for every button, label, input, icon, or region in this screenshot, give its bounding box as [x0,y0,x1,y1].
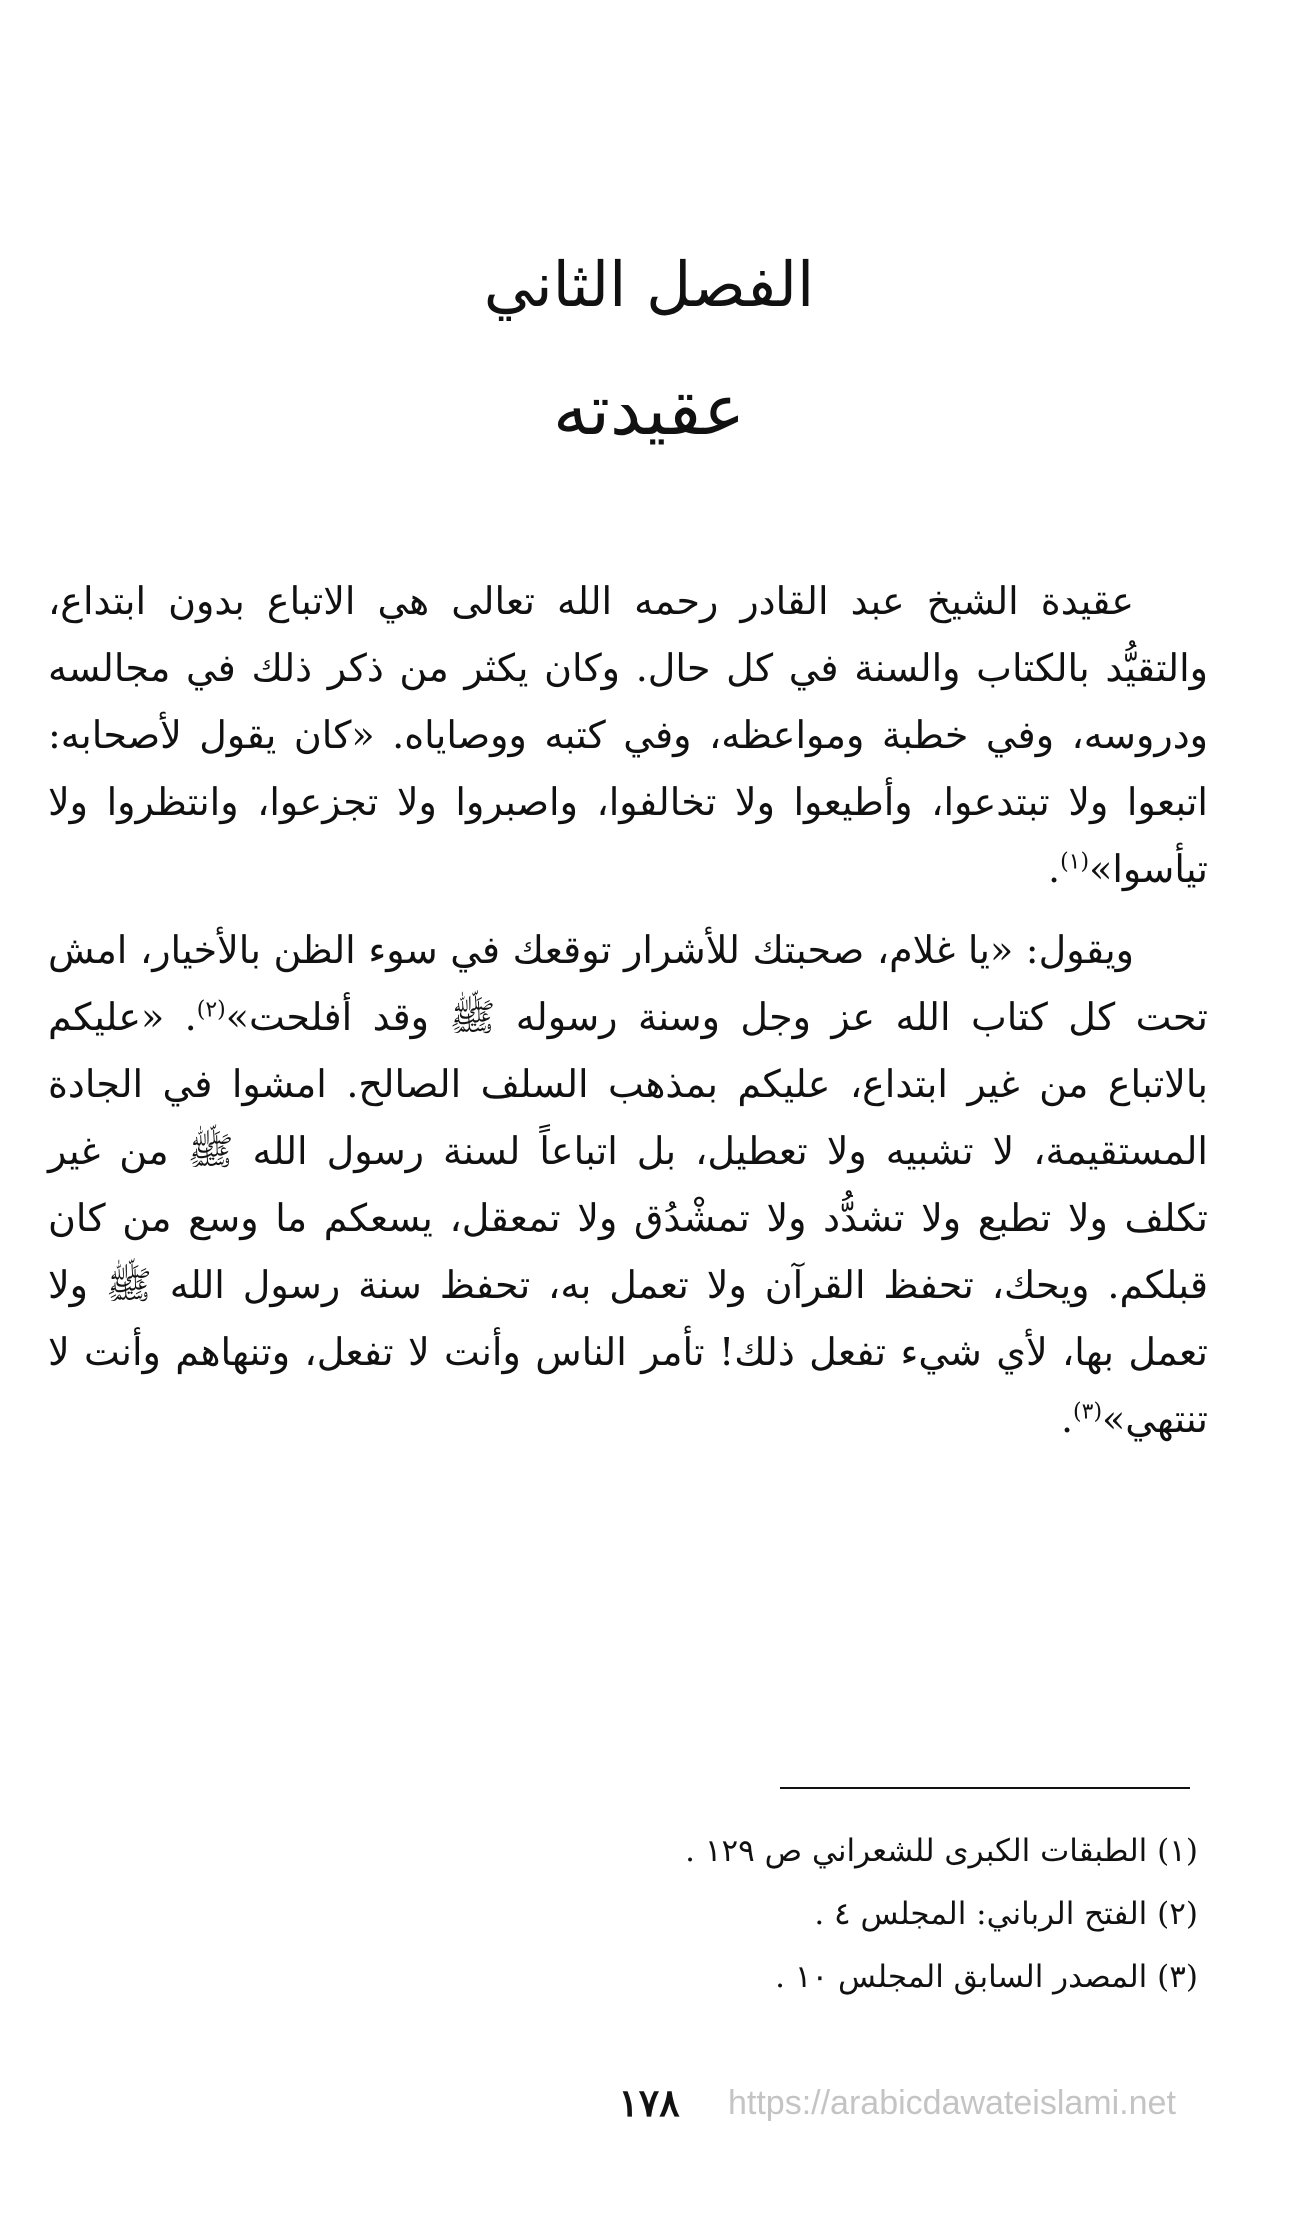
footnote-divider [780,1787,1190,1789]
watermark-url: https://arabicdawateislami.net [728,2084,1176,2122]
footnote-ref-2: (٢) [196,997,226,1023]
paragraph-1-text: عقيدة الشيخ عبد القادر رحمه الله تعالى هي الاتباع بدون ابتداع، والتقيُّد بالكتاب والسنة في كل حال. وكان يكثر من ذكر ذلك في مجالسه ودروسه، وفي خطبة ومواعظه، وفي كتبه ووصاياه. «كان يقول لأصحابه: اتبعوا ولا تبتدعوا، وأطيعوا ولا تخالفوا، واصبروا ولا تجزعوا، وانتظروا ولا تيأسوا» [48,579,1208,891]
body-text [48,568,1208,1453]
footnote-ref-1: (١) [1060,849,1090,875]
paragraph-2-end: . [1060,1397,1074,1441]
footnote-ref-3: (٣) [1073,1399,1103,1425]
paragraph-2 [48,917,1208,1453]
page-number: ١٧٨ [618,2080,680,2125]
footnotes [298,1820,1198,2009]
paragraph-2-text: ويقول: «يا غلام، صحبتك للأشرار توقعك في سوء الظن بالأخيار، امش تحت كل كتاب الله عز وجل وسنة رسوله ﷺ وقد أفلحت» [48,928,1209,1039]
paragraph-1 [48,568,1208,903]
paragraph-2-middle: . «عليكم بالاتباع من غير ابتداع، عليكم بمذهب السلف الصالح. امشوا في الجادة المستقيمة، لا تشبيه ولا تعطيل، بل اتباعاً لسنة رسول الله ﷺ من غير تكلف ولا تطبع ولا تشدُّد ولا تمشْدُق ولا تمعقل، يسعكم ما وسع من كان قبلكم. ويحك، تحفظ القرآن ولا تعمل به، تحفظ سنة رسول الله ﷺ ولا تعمل بها، لأي شيء تفعل ذلك! تأمر الناس وأنت لا تفعل، وتنهاهم وأنت لا تنتهي» [48,995,1208,1441]
footnote-2: (٢) الفتح الرباني: المجلس ٤ . [814,1896,1198,1932]
paragraph-1-end: . [1047,847,1061,891]
chapter-title: الفصل الثاني [483,248,815,321]
footnote-1: (١) الطبقات الكبرى للشعراني ص ١٢٩ . [685,1833,1198,1869]
footnote-3: (٣) المصدر السابق المجلس ١٠ . [775,1959,1198,1995]
chapter-subtitle: عقيدته [552,369,746,451]
